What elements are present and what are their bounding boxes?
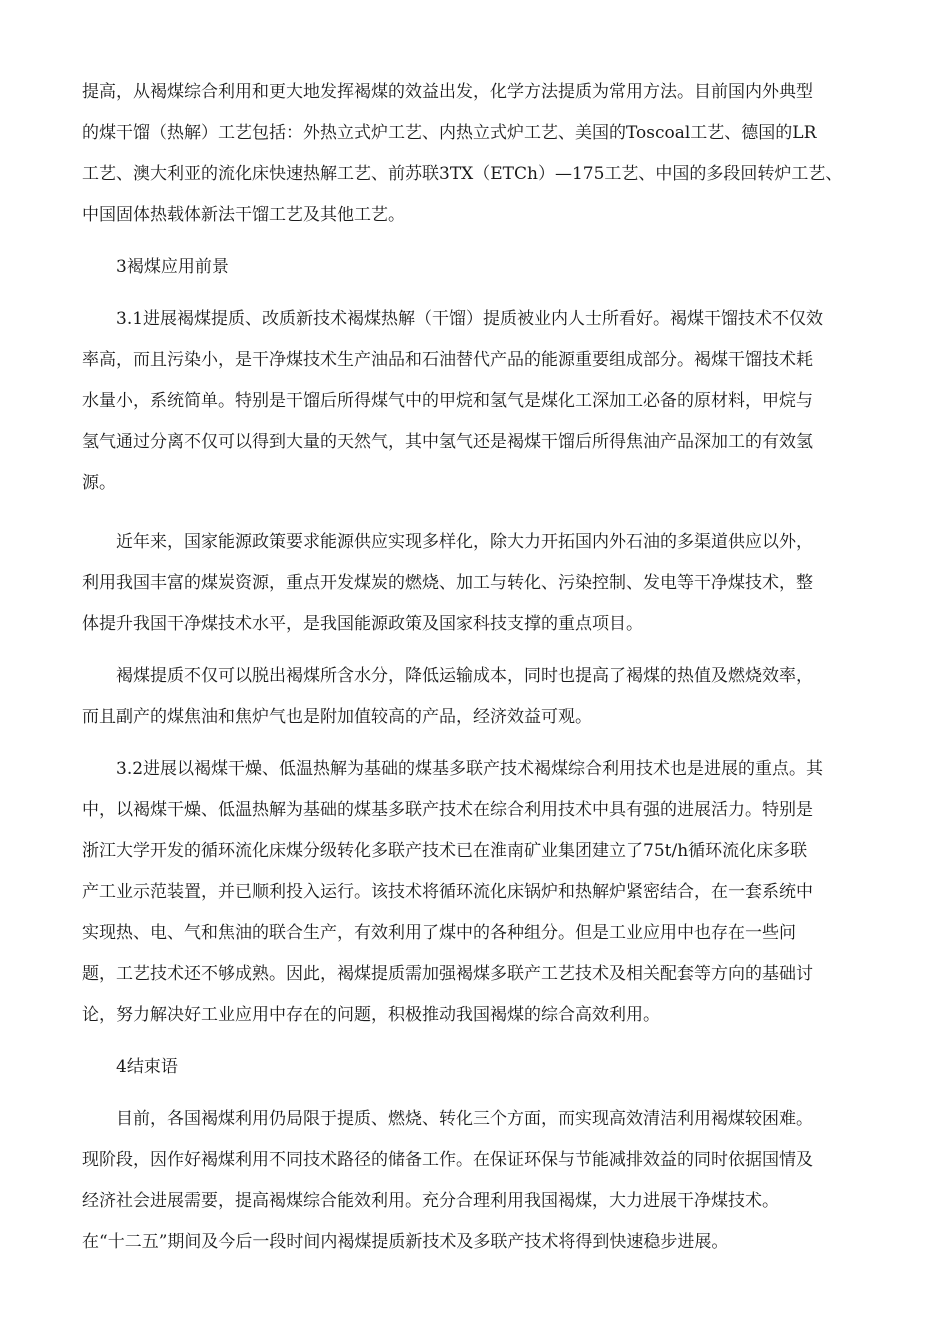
paragraph-line: 而且副产的煤焦油和焦炉气也是附加值较高的产品，经济效益可观。	[82, 707, 592, 727]
paragraph-line: 体提升我国干净煤技术水平，是我国能源政策及国家科技支撑的重点项目。	[82, 614, 643, 634]
section-heading: 4结束语	[116, 1057, 178, 1077]
paragraph-line: 在“十二五”期间及今后一段时间内褐煤提质新技术及多联产技术将得到快速稳步进展。	[82, 1232, 729, 1252]
paragraph-line: 实现热、电、气和焦油的联合生产，有效利用了煤中的各种组分。但是工业应用中也存在一些问	[82, 923, 796, 943]
paragraph-line: 浙江大学开发的循环流化床煤分级转化多联产技术已在淮南矿业集团建立了75t/h循环流化床多联	[82, 841, 808, 861]
paragraph-line: 产工业示范装置，并已顺利投入运行。该技术将循环流化床锅炉和热解炉紧密结合，在一套系统中	[82, 882, 813, 902]
paragraph-line: 的煤干馏（热解）工艺包括：外热立式炉工艺、内热立式炉工艺、美国的Toscoal工艺、德国的LR	[82, 123, 817, 143]
paragraph-line: 中，以褐煤干燥、低温热解为基础的煤基多联产技术在综合利用技术中具有强的进展活力。特别是	[82, 800, 813, 820]
paragraph-line: 中国固体热载体新法干馏工艺及其他工艺。	[82, 205, 405, 225]
paragraph-line: 经济社会进展需要，提高褐煤综合能效利用。充分合理利用我国褐煤，大力进展干净煤技术。	[82, 1191, 779, 1211]
paragraph-line: 源。	[82, 473, 116, 493]
paragraph-line: 3.1进展褐煤提质、改质新技术褐煤热解（干馏）提质被业内人士所看好。褐煤干馏技术不仅效	[116, 309, 824, 329]
paragraph-line: 褐煤提质不仅可以脱出褐煤所含水分，降低运输成本，同时也提高了褐煤的热值及燃烧效率，	[116, 666, 813, 686]
paragraph-line: 目前，各国褐煤利用仍局限于提质、燃烧、转化三个方面，而实现高效清洁利用褐煤较困难。	[116, 1109, 813, 1129]
paragraph-line: 氢气通过分离不仅可以得到大量的天然气，其中氢气还是褐煤干馏后所得焦油产品深加工的有效氢	[82, 432, 813, 452]
paragraph-line: 工艺、澳大利亚的流化床快速热解工艺、前苏联3TX（ETCh）—175工艺、中国的多段回转炉工艺、	[82, 164, 843, 184]
paragraph-line: 水量小，系统简单。特别是干馏后所得煤气中的甲烷和氢气是煤化工深加工必备的原材料，甲烷与	[82, 391, 813, 411]
paragraph-line: 率高，而且污染小，是干净煤技术生产油品和石油替代产品的能源重要组成部分。褐煤干馏技术耗	[82, 350, 813, 370]
paragraph-line: 题，工艺技术还不够成熟。因此，褐煤提质需加强褐煤多联产工艺技术及相关配套等方向的基础讨	[82, 964, 813, 984]
paragraph-line: 提高，从褐煤综合利用和更大地发挥褐煤的效益出发，化学方法提质为常用方法。目前国内外典型	[82, 82, 813, 102]
paragraph-line: 利用我国丰富的煤炭资源，重点开发煤炭的燃烧、加工与转化、污染控制、发电等干净煤技术，整	[82, 573, 813, 593]
paragraph-line: 近年来，国家能源政策要求能源供应实现多样化，除大力开拓国内外石油的多渠道供应以外，	[116, 532, 813, 552]
paragraph-line: 3.2进展以褐煤干燥、低温热解为基础的煤基多联产技术褐煤综合利用技术也是进展的重点。其	[116, 759, 824, 779]
section-heading: 3褐煤应用前景	[116, 257, 229, 277]
paragraph-line: 论，努力解决好工业应用中存在的问题，积极推动我国褐煤的综合高效利用。	[82, 1005, 660, 1025]
paragraph-line: 现阶段，因作好褐煤利用不同技术路径的储备工作。在保证环保与节能减排效益的同时依据国情及	[82, 1150, 813, 1170]
